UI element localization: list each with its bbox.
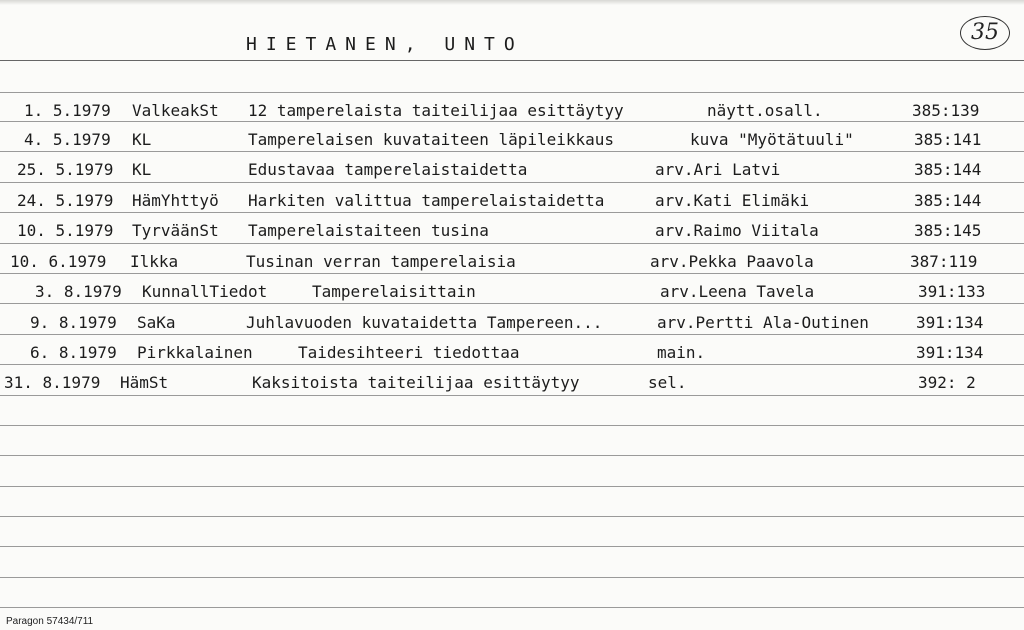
clipping-date: 9. 8.1979 (30, 313, 117, 332)
list-item (0, 252, 1024, 280)
list-item (0, 191, 1024, 219)
list-item (0, 373, 1024, 401)
archive-reference: 387:119 (910, 252, 978, 271)
list-item (0, 282, 1024, 310)
list-item (0, 221, 1024, 249)
clipping-date: 31. 8.1979 (4, 373, 101, 392)
clipping-source: Pirkkalainen (137, 343, 253, 362)
clipping-headline: 12 tamperelaista taiteilijaa esittäytyy (248, 101, 624, 120)
clipping-headline: Tamperelaisittain (312, 282, 476, 301)
ruled-line (0, 486, 1024, 487)
archive-reference: 385:139 (912, 101, 980, 120)
ruled-line (0, 546, 1024, 547)
clipping-date: 24. 5.1979 (17, 191, 114, 210)
card-number: 35 (960, 16, 1010, 50)
clipping-headline: Tamperelaistaiteen tusina (248, 221, 489, 240)
card-title: HIETANEN, UNTO (246, 34, 524, 55)
clipping-note: näytt.osall. (707, 101, 823, 120)
list-item (0, 160, 1024, 188)
clipping-note: arv.Ari Latvi (655, 160, 781, 179)
clipping-source: ValkeakSt (132, 101, 219, 120)
clipping-note: arv.Pertti Ala-Outinen (657, 313, 869, 332)
clipping-source: KunnallTiedot (142, 282, 268, 301)
ruled-line (0, 60, 1024, 61)
archive-reference: 385:144 (914, 160, 982, 179)
archive-reference: 391:134 (916, 343, 984, 362)
archive-reference: 391:133 (918, 282, 986, 301)
clipping-note: arv.Leena Tavela (660, 282, 815, 301)
ruled-line (0, 577, 1024, 578)
clipping-headline: Taidesihteeri tiedottaa (298, 343, 520, 362)
clipping-date: 10. 5.1979 (17, 221, 114, 240)
clipping-source: Ilkka (130, 252, 179, 271)
ruled-line (0, 455, 1024, 456)
list-item (0, 343, 1024, 371)
clipping-headline: Tusinan verran tamperelaisia (246, 252, 516, 271)
clipping-date: 1. 5.1979 (24, 101, 111, 120)
ruled-line (0, 425, 1024, 426)
archive-reference: 385:144 (914, 191, 982, 210)
clipping-headline: Kaksitoista taiteilijaa esittäytyy (252, 373, 580, 392)
clipping-note: arv.Raimo Viitala (655, 221, 819, 240)
card-top-edge (0, 0, 1024, 5)
clipping-note: main. (657, 343, 706, 362)
clipping-date: 10. 6.1979 (10, 252, 107, 271)
clipping-headline: Harkiten valittua tamperelaistaidetta (248, 191, 605, 210)
clipping-headline: Juhlavuoden kuvataidetta Tampereen... (246, 313, 603, 332)
clipping-note: sel. (648, 373, 687, 392)
clipping-source: KL (132, 130, 152, 149)
clipping-source: KL (132, 160, 152, 179)
clipping-date: 4. 5.1979 (24, 130, 111, 149)
clipping-note: arv.Kati Elimäki (655, 191, 810, 210)
archive-reference: 385:145 (914, 221, 982, 240)
archive-reference: 391:134 (916, 313, 984, 332)
archive-reference: 392: 2 (918, 373, 976, 392)
list-item (0, 130, 1024, 158)
clipping-source: HämYhttyö (132, 191, 219, 210)
clipping-date: 3. 8.1979 (35, 282, 122, 301)
list-item (0, 313, 1024, 341)
clipping-note: kuva "Myötätuuli" (690, 130, 854, 149)
clipping-source: TyrväänSt (132, 221, 219, 240)
ruled-line (0, 92, 1024, 93)
print-mark: Paragon 57434/711 (6, 616, 94, 627)
ruled-line (0, 516, 1024, 517)
clipping-source: SaKa (137, 313, 176, 332)
clipping-date: 6. 8.1979 (30, 343, 117, 362)
archive-reference: 385:141 (914, 130, 982, 149)
clipping-date: 25. 5.1979 (17, 160, 114, 179)
clipping-source: HämSt (120, 373, 169, 392)
clipping-headline: Edustavaa tamperelaistaidetta (248, 160, 528, 179)
clipping-note: arv.Pekka Paavola (650, 252, 814, 271)
clipping-headline: Tamperelaisen kuvataiteen läpileikkaus (248, 130, 615, 149)
list-item (0, 101, 1024, 129)
ruled-line (0, 607, 1024, 608)
